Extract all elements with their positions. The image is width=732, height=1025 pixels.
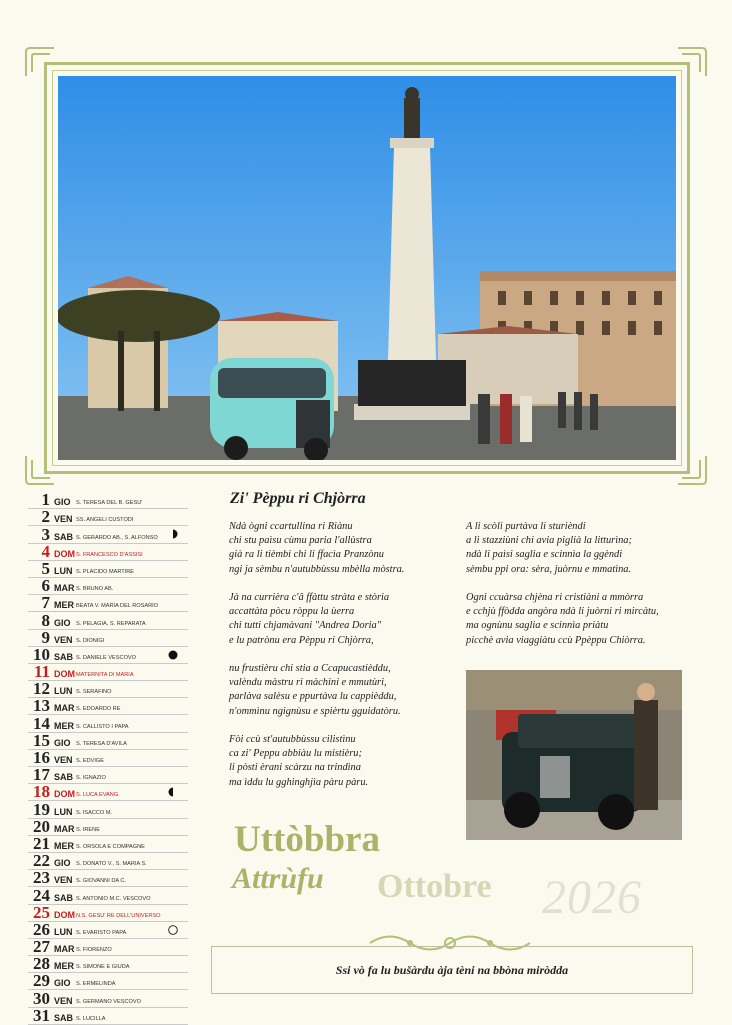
day-row (28, 644, 188, 664)
day-number: 29 (33, 971, 50, 991)
day-weekday: GIO (54, 497, 71, 508)
day-row (28, 870, 188, 887)
day-number: 21 (33, 833, 50, 853)
day-row (28, 558, 188, 578)
day-row (28, 939, 188, 956)
day-saint: S. ERMELINDA (76, 981, 116, 988)
poem-line: ma ìddu lu gghinghjìa pàru pàru. (229, 776, 369, 788)
day-saint: S. CALLISTO I PAPA (76, 723, 129, 730)
day-weekday: LUN (54, 926, 73, 937)
day-saint: S. LUCA EVANG. (76, 792, 120, 799)
day-saint: S. GIOVANNI DA C. (76, 878, 126, 885)
day-saint: S. GERARDO AB., S. ALFONSO (76, 534, 158, 541)
day-row (28, 887, 188, 904)
day-row (28, 681, 188, 698)
day-number: 17 (33, 765, 50, 785)
day-weekday: GIO (54, 737, 71, 748)
day-row (28, 715, 188, 732)
day-row (28, 919, 188, 939)
day-number: 26 (33, 919, 50, 939)
day-number: 12 (33, 679, 50, 699)
day-number: 27 (33, 937, 50, 957)
month-name-dialect-alt: Attrùfu (232, 862, 324, 895)
day-list (28, 492, 188, 1025)
day-number: 18 (33, 782, 50, 802)
day-weekday: MER (54, 840, 74, 851)
day-row (28, 902, 188, 922)
day-saint: S. PELAGIA, S. REPARATA (76, 620, 146, 627)
poem-line: già ra li tièmbi chi li ffacìa Pranzònu (229, 549, 384, 561)
poem-stanza (229, 520, 459, 577)
poem-left-column (229, 520, 459, 804)
day-saint: S. BRUNO AB. (76, 586, 114, 593)
main-photo-piazza (58, 76, 676, 460)
month-name-dialect: Uttòbbra (234, 819, 380, 860)
poem-stanza (466, 591, 706, 648)
poem-line: chi stu paìsu cùmu paria l'allùstra (229, 535, 372, 547)
day-saint: S. EDVIGE (76, 758, 104, 764)
day-weekday: GIO (54, 617, 71, 628)
day-number: 3 (41, 524, 50, 544)
corner-ornament-icon (674, 44, 710, 80)
day-saint: S. FIORENZO (76, 947, 112, 954)
day-saint: S. PLACIDO MARTIRE (76, 568, 135, 575)
day-saint: SS. ANGELI CUSTODI (76, 517, 134, 524)
day-weekday: DOM (54, 548, 75, 559)
poem-right-column (466, 520, 706, 662)
day-weekday: SAB (54, 892, 74, 903)
day-saint: N.S. GESU' RE DELL'UNIVERSO (76, 912, 161, 919)
day-saint: S. DANIELE VESCOVO (76, 654, 136, 661)
day-row (28, 833, 188, 853)
poem-line: picchè avia viaggiàtu ccù Ppèppu Chiòrra. (466, 634, 646, 646)
proverb-box (211, 946, 693, 994)
day-saint: S. GERMANO VESCOVO (76, 998, 141, 1005)
day-weekday: MER (54, 600, 74, 611)
day-weekday: VEN (54, 755, 73, 765)
day-number: 28 (33, 954, 50, 974)
day-row (28, 767, 188, 784)
corner-ornament-icon (674, 452, 710, 488)
day-row (28, 595, 188, 612)
poem-title: Zi' Pèppu ri Chjòrra (230, 490, 366, 507)
day-saint: S. ORSOLA E COMPAGNE (76, 843, 145, 850)
month-name-italian: Ottobre (377, 868, 492, 905)
day-number: 7 (41, 593, 50, 613)
day-row (28, 816, 188, 836)
day-saint: S. SERAFINO (76, 689, 112, 696)
day-number: 4 (41, 541, 50, 561)
poem-stanza (229, 733, 459, 790)
corner-ornament-icon (22, 452, 58, 488)
poem-line: Jà na currièra c'â ffàttu stràta e stòria (229, 592, 390, 603)
day-row (28, 664, 188, 681)
poem-line: a li stazziùni chi avia piglià la litturìna; (466, 535, 632, 547)
poem-line: ma ognùnu saglia e scinnìa priàtu (466, 620, 609, 632)
day-weekday: GIO (54, 858, 71, 869)
day-number: 24 (33, 885, 50, 905)
day-saint: S. FRANCESCO D'ASSISI (76, 551, 143, 558)
poem-line: chi tutti chjamàvani "Andrea Doria" (229, 620, 382, 632)
day-saint: S. IGNAZIO (76, 775, 106, 782)
poem-line: ca zi' Peppu abbiàu lu mistièru; (229, 748, 362, 760)
poem-line: Ndà ògni ccartullina ri Riànu (229, 521, 353, 532)
day-weekday: SAB (54, 531, 74, 542)
day-saint: S. DONATO V., S. MARIA S. (76, 861, 147, 868)
day-row (28, 526, 188, 543)
day-weekday: MAR (54, 944, 75, 955)
day-row (28, 853, 188, 870)
day-number: 31 (33, 1005, 50, 1025)
proverb-text: Ssi vò fa lu bušàrdu àja tèni na bbòna miròdda (335, 962, 569, 977)
day-saint: S. SIMONE E GIUDA (76, 964, 130, 971)
day-number: 8 (41, 610, 50, 630)
day-saint: S. LUCILLA (76, 1015, 106, 1022)
day-weekday: VEN (54, 634, 73, 645)
poem-stanza (229, 662, 459, 719)
day-weekday: DOM (54, 909, 75, 920)
day-row (28, 541, 188, 561)
day-saint: S. ANTONIO M.C. VESCOVO (76, 895, 151, 902)
new-moon-icon (168, 650, 178, 660)
day-saint: S. TERESA DEL B. GESU' (76, 500, 143, 507)
poem-line: n'ommìnu ngignùsu e spièrtu gguidatòru. (229, 705, 401, 717)
day-row (28, 578, 188, 595)
poem-stanza (466, 520, 706, 577)
poem-line: nu frustièru chi stia a Ccapucastièddu, (229, 663, 391, 674)
day-number: 11 (33, 662, 50, 682)
day-number: 15 (33, 730, 50, 750)
year-label: 2026 (542, 871, 642, 924)
day-weekday: MER (54, 720, 74, 731)
day-row (28, 973, 188, 990)
day-number: 19 (33, 799, 50, 819)
day-number: 10 (33, 644, 50, 664)
day-row (28, 990, 188, 1007)
poem-line: e cchjù ffòdda angòra ndà li juòrni ri mircàtu, (466, 606, 659, 618)
day-number: 23 (33, 868, 50, 888)
day-row (28, 698, 188, 715)
day-weekday: LUN (54, 686, 73, 697)
day-weekday: MER (54, 961, 74, 972)
vintage-car-photo (466, 670, 682, 840)
poem-line: accattàta pòcu ròppu la ùerra (229, 606, 355, 618)
day-number: 16 (33, 748, 50, 767)
day-number: 6 (41, 576, 50, 596)
poem-line: Fòi ccù st'autubbùssu cilistìnu (229, 734, 356, 745)
poem-line: li pòsti èrani scàrzu na trindìna (229, 762, 361, 774)
poem-line: ndà li paìsi saglia e scinnìa la ggèndi (466, 549, 623, 561)
day-number: 2 (41, 507, 50, 527)
day-saint: S. EVARISTO PAPA (76, 929, 127, 936)
day-number: 30 (33, 988, 50, 1008)
day-row (28, 1005, 188, 1025)
day-weekday: VEN (54, 514, 73, 525)
day-weekday: SAB (54, 772, 74, 783)
day-weekday: VEN (54, 875, 73, 886)
day-saint: S. EDOARDO RE (76, 706, 121, 713)
poem-stanza (229, 591, 459, 648)
day-weekday: LUN (54, 806, 73, 817)
day-weekday: VEN (54, 995, 73, 1006)
day-weekday: LUN (54, 565, 73, 576)
day-number: 20 (33, 816, 50, 836)
day-number: 13 (33, 696, 50, 716)
day-row (28, 730, 188, 750)
day-saint: S. ISACCO M. (76, 809, 113, 816)
corner-ornament-icon (22, 44, 58, 80)
day-weekday: GIO (54, 978, 71, 989)
day-number: 5 (41, 558, 50, 578)
day-saint: S. TERESA D'AVILA (76, 740, 127, 747)
poem-line: valèndu màstru ri màchini e mmutùri, (229, 677, 387, 689)
day-row (28, 509, 188, 526)
poem-line: ngi ja sèmbu n'autubbùssu mbèlla mòstra. (229, 563, 405, 575)
day-weekday: DOM (54, 669, 75, 680)
day-weekday: MAR (54, 703, 75, 714)
day-number: 9 (41, 627, 50, 647)
day-row (28, 801, 188, 818)
day-weekday: MAR (54, 823, 75, 834)
poem-line: e lu patrònu era Pèppu ri Chjòrra, (229, 634, 374, 646)
last-quarter-moon-icon (168, 787, 178, 797)
day-saint: MATERNITA DI MARIA (76, 672, 134, 679)
day-saint: BEATA V. MARIA DEL ROSARIO (76, 603, 159, 610)
day-weekday: DOM (54, 789, 75, 800)
first-quarter-moon-icon (168, 529, 178, 539)
day-row (28, 956, 188, 973)
poem-line: Ogni ccuàrsa chjèna ri cristiàni a mmòrra (466, 592, 644, 603)
day-row (28, 627, 188, 647)
poem-line: A li scòli purtàva li sturièndi (466, 521, 586, 532)
day-row (28, 492, 188, 509)
day-number: 22 (33, 851, 50, 871)
day-weekday: SAB (54, 651, 74, 662)
day-weekday: SAB (54, 1012, 74, 1023)
day-number: 25 (33, 902, 50, 922)
poem-line: parlàva salèsu e ppurtàva lu cappièddu, (229, 691, 397, 703)
day-row (28, 784, 188, 801)
day-number: 1 (41, 490, 50, 510)
day-weekday: MAR (54, 583, 75, 594)
day-saint: S. DIONIGI (76, 637, 105, 644)
day-row (28, 612, 188, 629)
poem-line: sèmbu ppi ora: sèra, juòrnu e mmatìna. (466, 563, 632, 575)
day-row (28, 750, 188, 767)
day-number: 14 (33, 713, 50, 733)
day-saint: S. IRENE (76, 826, 100, 833)
full-moon-icon (168, 925, 178, 935)
